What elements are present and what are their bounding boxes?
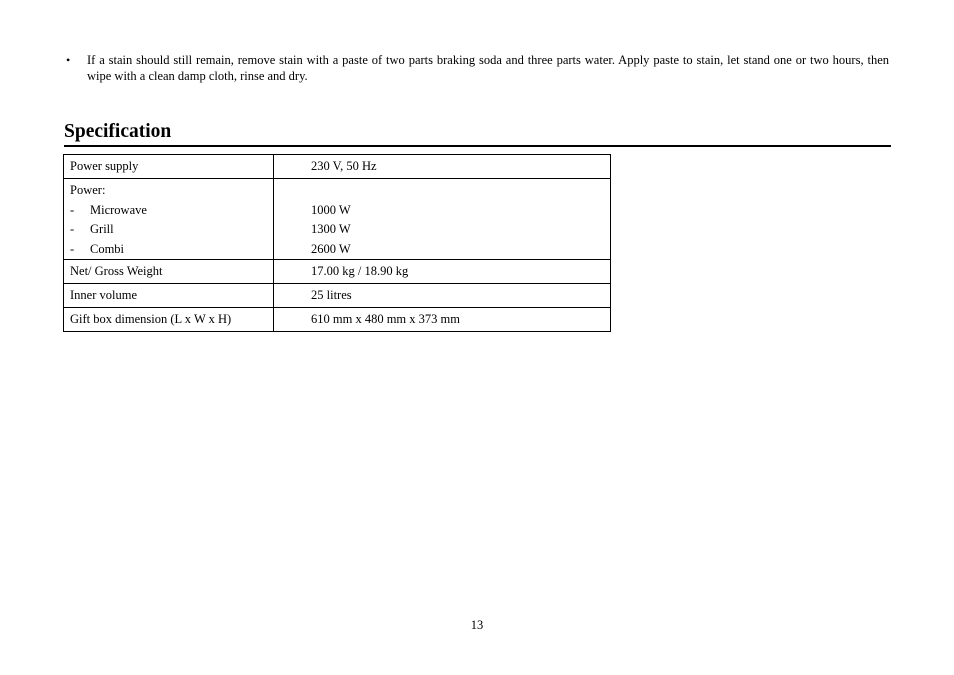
power-item-combi-label bbox=[70, 240, 267, 260]
microwave-value: 1000 W bbox=[311, 202, 351, 217]
table-row-power bbox=[64, 179, 611, 260]
grill-label: Grill bbox=[90, 222, 114, 236]
table-row-weight bbox=[64, 260, 611, 284]
grill-value: 1300 W bbox=[311, 222, 351, 236]
weight-label: Net/ Gross Weight bbox=[64, 260, 274, 284]
power-supply-value: 230 V, 50 Hz bbox=[274, 155, 611, 179]
microwave-label: Microwave bbox=[90, 202, 147, 217]
combi-label: Combi bbox=[90, 241, 125, 256]
list-dash: - bbox=[70, 202, 75, 217]
bullet-marker: • bbox=[66, 53, 71, 67]
list-dash: - bbox=[70, 222, 75, 236]
power-item-microwave-label bbox=[70, 201, 267, 221]
power-label: Power: bbox=[70, 183, 106, 197]
inner-volume-label: Inner volume bbox=[64, 284, 274, 308]
power-value-cell bbox=[274, 179, 611, 260]
power-label-cell bbox=[64, 179, 274, 260]
table-row-inner-volume bbox=[64, 284, 611, 308]
combi-value: 2600 W bbox=[311, 241, 351, 256]
list-dash: - bbox=[70, 241, 75, 256]
gift-box-label: Gift box dimension (L x W x H) bbox=[64, 308, 274, 332]
power-supply-label: Power supply bbox=[64, 155, 274, 179]
section-heading-specification: Specification bbox=[64, 121, 172, 142]
gift-box-value: 610 mm x 480 mm x 373 mm bbox=[274, 308, 611, 332]
inner-volume-value: 25 litres bbox=[274, 284, 611, 308]
weight-value: 17.00 kg / 18.90 kg bbox=[274, 260, 611, 284]
specification-table bbox=[63, 154, 611, 332]
table-row-power-supply bbox=[64, 155, 611, 179]
page-number: 13 bbox=[470, 618, 484, 632]
heading-underline bbox=[64, 145, 891, 147]
table-row-gift-box bbox=[64, 308, 611, 332]
care-note-bullet-item bbox=[66, 52, 889, 84]
care-note-text: If a stain should still remain, remove stain with a paste of two parts braking soda and three parts water. Apply paste to stain, let stand one or two hours, then wipe with a clean damp cloth, rinse and dry. bbox=[87, 53, 889, 83]
power-item-grill-label bbox=[70, 220, 267, 240]
power-value-spacer bbox=[311, 181, 604, 201]
